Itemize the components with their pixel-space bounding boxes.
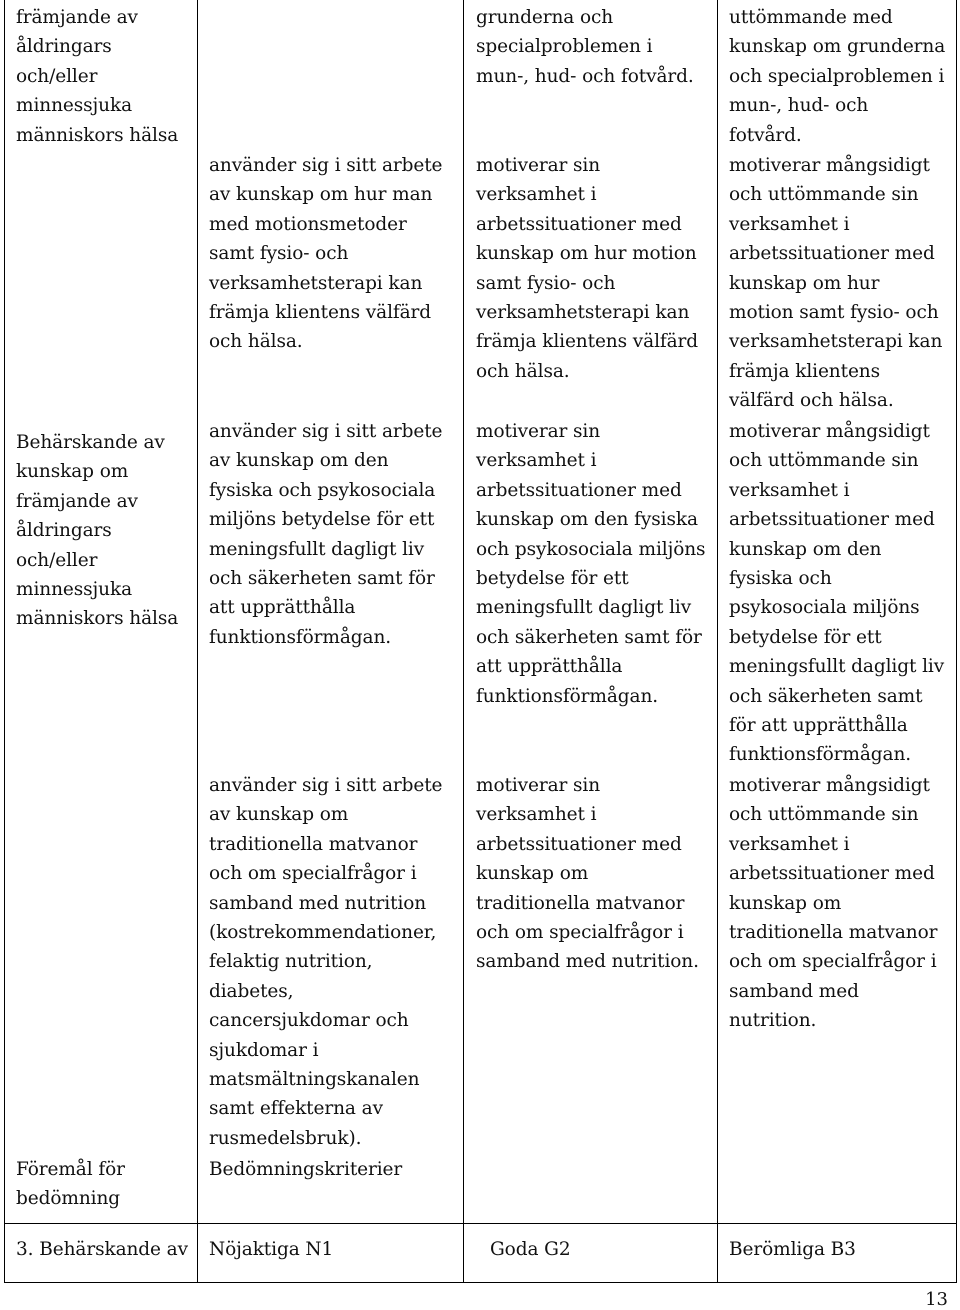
col2-criterion-1: använder sig i sitt arbete av kunskap om hur man med motionsmetoder samt fysio- och verksamhetsterapi kan främja klientens välfärd och hälsa. [209,155,443,353]
table-border-bottom [4,1282,957,1283]
table-border-right [956,0,957,1283]
table-divider-1 [197,0,198,1283]
table-divider-2 [463,0,464,1283]
col3-top-text: grunderna och specialproblemen i mun-, hud- och fotvård. [476,7,694,87]
page-number: 13 [925,1289,948,1310]
col4-criterion-3: motiverar mångsidigt och uttömmande sin verksamhet i arbetssituationer med kunskap om traditionella matvanor och om specialfrågor i samband med nutrition. [729,775,938,1032]
footer-col4-grade: Berömliga B3 [729,1239,856,1260]
table-row-separator [4,1223,957,1224]
col1-main-text: Behärskande av kunskap om främjande av åldringars och/eller minnessjuka människors hälsa [16,432,179,630]
footer-col2-grade: Nöjaktiga N1 [209,1239,334,1260]
table-divider-3 [717,0,718,1283]
col3-criterion-1: motiverar sin verksamhet i arbetssituationer med kunskap om hur motion samt fysio- och verksamhetsterapi kan främja klientens välfärd och hälsa. [476,155,699,382]
footer-col1-heading: 3. Behärskande av [16,1239,188,1260]
col2-bottom-text: Bedömningskriterier [209,1159,403,1180]
col2-criterion-3: använder sig i sitt arbete av kunskap om traditionella matvanor och om specialfrågor i samband med nutrition (kostrekommendationer, felaktig nutrition, diabetes, cancersjukdomar och sjukdomar i matsmältningskanalen samt effekterna av rusmedelsbruk). [209,775,443,1149]
col4-top-text: uttömmande med kunskap om grunderna och specialproblemen i mun-, hud- och fotvård. [729,7,946,146]
table-border-left [4,0,5,1283]
col4-criterion-2: motiverar mångsidigt och uttömmande sin verksamhet i arbetssituationer med kunskap om den fysiska och psykosociala miljöns betydelse för ett meningsfullt dagligt liv och säkerheten samt för att upprätthålla funktionsförmågan. [729,421,945,766]
col4-criterion-1: motiverar mångsidigt och uttömmande sin verksamhet i arbetssituationer med kunskap om hur motion samt fysio- och verksamhetsterapi kan främja klientens välfärd och hälsa. [729,155,943,412]
col3-criterion-3: motiverar sin verksamhet i arbetssituationer med kunskap om traditionella matvanor och om specialfrågor i samband med nutrition. [476,775,699,973]
col2-criterion-2: använder sig i sitt arbete av kunskap om den fysiska och psykosociala miljöns betydelse för ett meningsfullt dagligt liv och säkerheten samt för att upprätthålla funktionsförmågan. [209,421,443,648]
footer-col3-grade: Goda G2 [490,1239,571,1260]
col3-criterion-2: motiverar sin verksamhet i arbetssituationer med kunskap om den fysiska och psykosociala miljöns betydelse för ett meningsfullt dagligt liv och säkerheten samt för att upprätthålla funktionsförmågan. [476,421,706,707]
col1-bottom-text: Föremål för bedömning [16,1159,125,1210]
col1-top-text: främjande av åldringars och/eller minnessjuka människors hälsa [16,7,179,146]
